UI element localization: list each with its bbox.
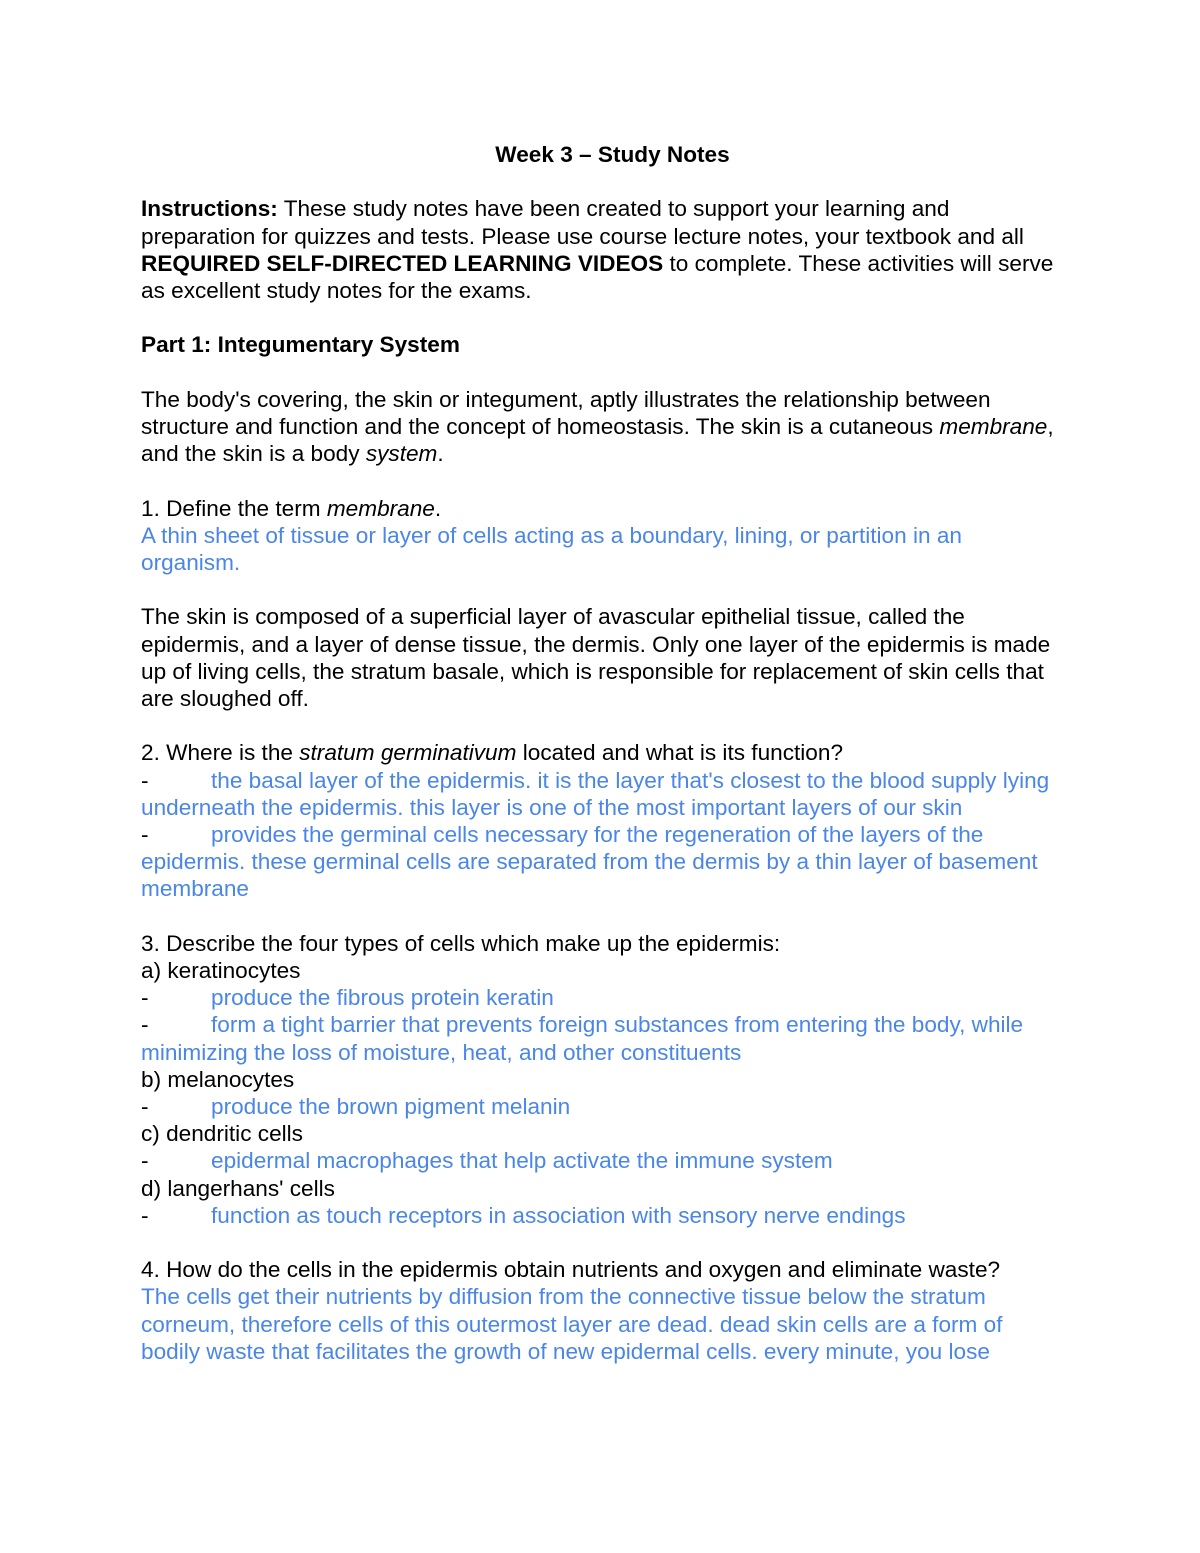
document-body [141, 141, 1066, 1365]
bullet-dash: - [141, 1202, 149, 1228]
cell-type-bullet: - epidermal macrophages that help activate the immune system [141, 1148, 833, 1174]
part1-heading: Part 1: Integumentary System [141, 332, 460, 358]
bullet-dash: - [141, 985, 149, 1011]
intro-system-term: system [365, 441, 438, 467]
cell-type-label: c) dendritic cells [141, 1121, 303, 1147]
question-2: 2. Where is the stratum germinativum located and what is its function? [141, 740, 844, 766]
question-2-term: stratum germinativum [299, 740, 517, 766]
cell-type-bullet: - produce the fibrous protein keratin [141, 985, 554, 1011]
answer-1: A thin sheet of tissue or layer of cells acting as a boundary, lining, or partition in an organism. [141, 522, 962, 575]
page-title: Week 3 – Study Notes [495, 142, 730, 167]
question-1-term: membrane [326, 495, 435, 521]
instructions-text-b: to complete. These activities will serve as excellent study notes for the exams. [141, 250, 1054, 303]
bullet-dash: - [141, 1094, 149, 1119]
cell-type-bullet: - form a tight barrier that prevents foreign substances from entering the body, while minimizing the loss of moisture, heat, and other constituents [141, 1012, 1024, 1065]
question-4: 4. How do the cells in the epidermis obtain nutrients and oxygen and eliminate waste? [141, 1257, 1001, 1283]
cell-type-bullet: - function as touch receptors in association with sensory nerve endings [141, 1202, 906, 1228]
part1-intro: The body's covering, the skin or integument, aptly illustrates the relationship between structure and function and the concept of homeostasis. The skin is a cutaneous membrane, and the skin is a body system. [141, 386, 1054, 467]
cell-type-label: d) langerhans' cells [141, 1175, 335, 1201]
answer-2-bullet: - provides the germinal cells necessary for the regeneration of the layers of the epidermis. these germinal cells are separated from the dermis by a thin layer of basement membrane [141, 821, 1038, 902]
answer-2-bullet: - the basal layer of the epidermis. it is the layer that's closest to the blood supply lying underneath the epidermis. this layer is one of the most important layers of our skin [141, 767, 1050, 820]
bullet-dash: - [141, 767, 149, 793]
intro-membrane-term: membrane [939, 413, 1048, 439]
bullet-dash: - [141, 1148, 149, 1174]
instructions-paragraph [141, 195, 1066, 304]
cell-type-label: a) keratinocytes [141, 957, 301, 983]
skin-paragraph: The skin is composed of a superficial layer of avascular epithelial tissue, called the epidermis, and a layer of dense tissue, the dermis. Only one layer of the epidermis is made up of living cells, the stratum basale, which is responsible for replacement of skin cells that are sloughed off. [141, 604, 1051, 711]
answer-4: The cells get their nutrients by diffusion from the connective tissue below the stratum corneum, therefore cells of this outermost layer are dead. dead skin cells are a form of bodily waste that facilitates the growth of new epidermal cells. every minute, you lose [141, 1284, 1003, 1364]
cell-type-label: b) melanocytes [141, 1066, 295, 1092]
question-3: 3. Describe the four types of cells which make up the epidermis: [141, 930, 781, 956]
bullet-dash: - [141, 1012, 149, 1038]
instructions-label: Instructions: [141, 196, 278, 222]
bullet-dash: - [141, 821, 149, 847]
instructions-text-a: These study notes have been created to support your learning and preparation for quizzes and tests. Please use course lecture notes, your textbook and all [141, 196, 1024, 249]
instructions-emphasis: REQUIRED SELF-DIRECTED LEARNING VIDEOS [141, 250, 664, 276]
cell-type-bullet: - produce the brown pigment melanin [141, 1094, 571, 1119]
question-1: 1. Define the term membrane. [141, 495, 442, 521]
